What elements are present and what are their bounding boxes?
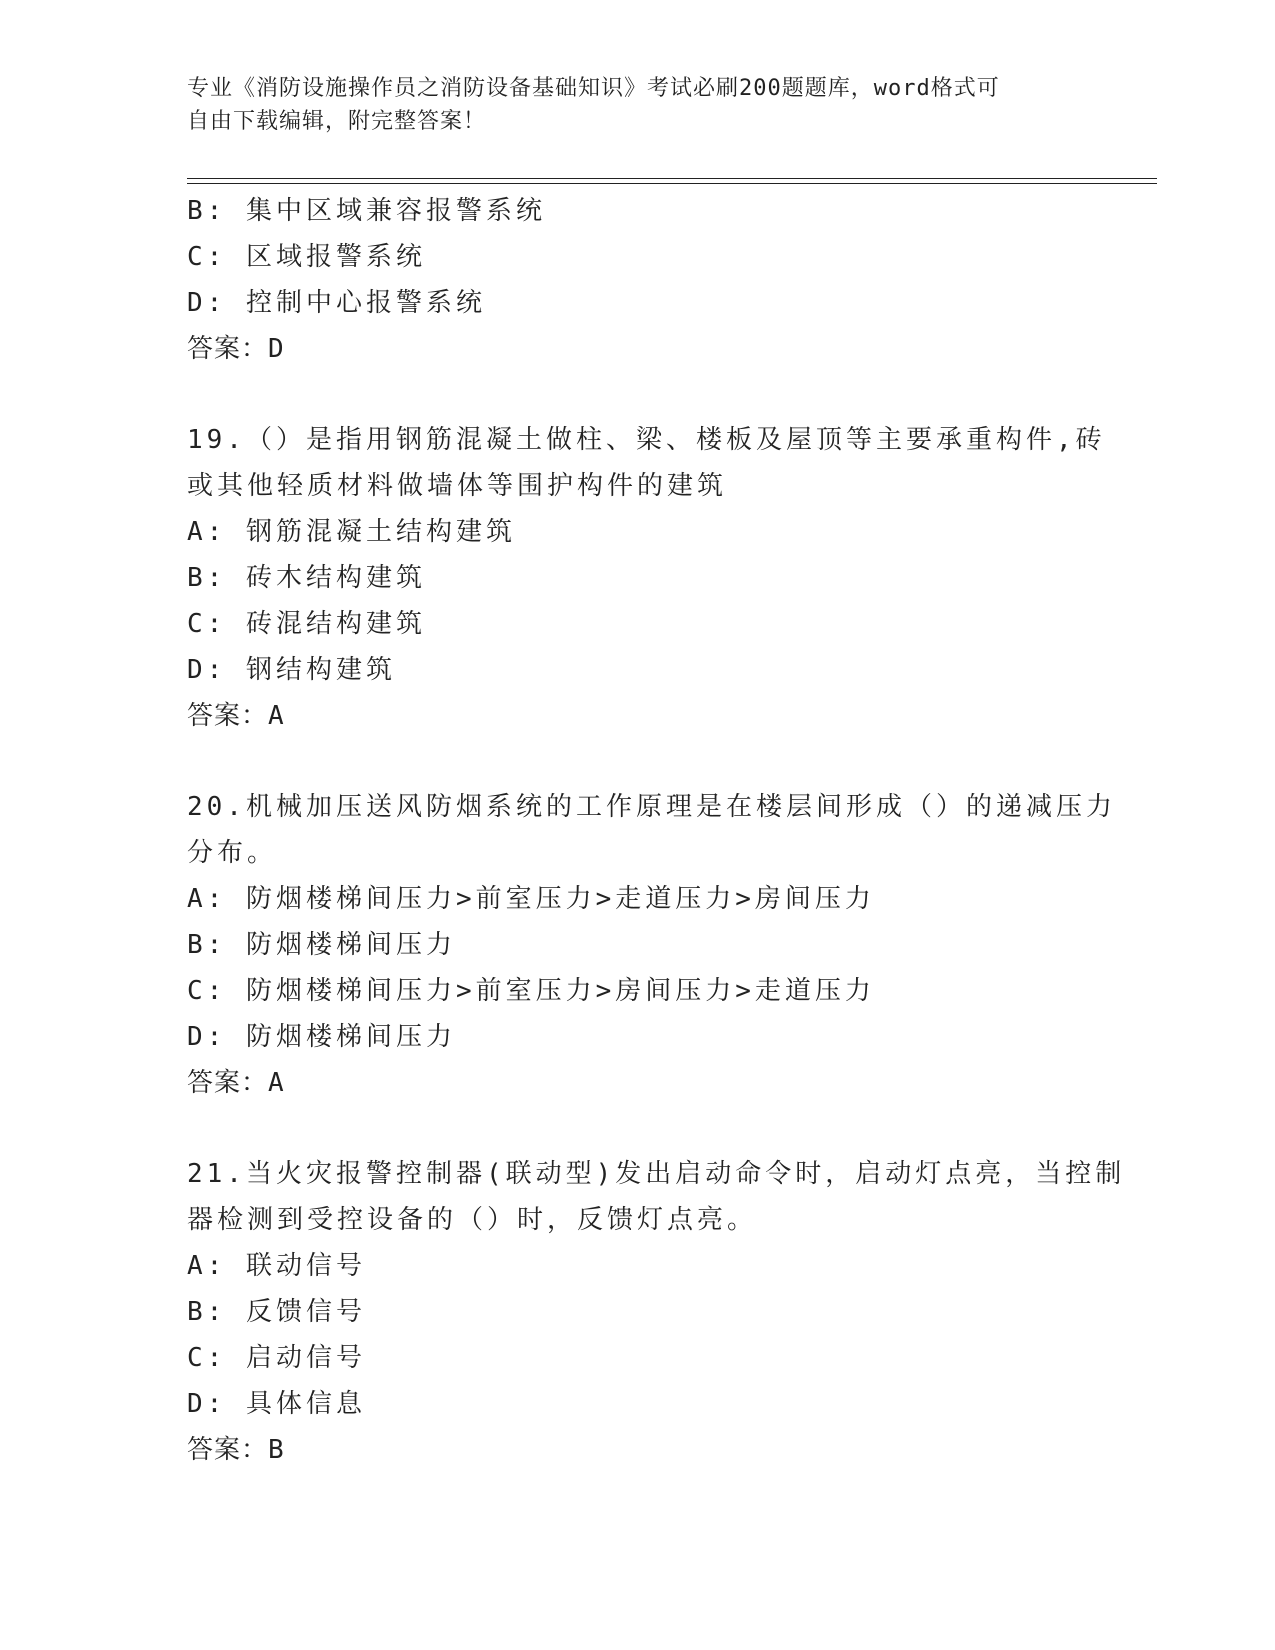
header-rule-bottom (187, 183, 1157, 184)
question-text-line-1: 21.当火灾报警控制器(联动型)发出启动命令时，启动灯点亮，当控制 (187, 1159, 1126, 1189)
option-c: C: 启动信号 (187, 1343, 366, 1373)
option-d: D: 控制中心报警系统 (187, 288, 486, 318)
option-d: D: 防烟楼梯间压力 (187, 1022, 456, 1052)
question-21 (187, 1151, 1126, 1473)
option-a: A: 钢筋混凝土结构建筑 (187, 517, 516, 547)
header-line-1: 专业《消防设施操作员之消防设备基础知识》考试必刷200题题库，word格式可 (187, 76, 1000, 101)
option-c: C: 砖混结构建筑 (187, 609, 426, 639)
question-text-line-1: 19.（）是指用钢筋混凝土做柱、梁、楼板及屋顶等主要承重构件,砖 (187, 425, 1106, 455)
option-d: D: 钢结构建筑 (187, 655, 396, 685)
header-line-2: 自由下载编辑，附完整答案！ (187, 109, 487, 134)
option-b: B: 防烟楼梯间压力 (187, 930, 456, 960)
question-text-line-1: 20.机械加压送风防烟系统的工作原理是在楼层间形成（）的递减压力 (187, 792, 1116, 822)
question-19 (187, 417, 1106, 739)
option-b: B: 砖木结构建筑 (187, 563, 426, 593)
document-header (187, 72, 1087, 138)
answer: 答案：D (187, 334, 285, 364)
answer: 答案：A (187, 701, 285, 731)
question-text-line-2: 分布。 (187, 838, 278, 868)
answer: 答案：A (187, 1068, 285, 1098)
option-a: A: 联动信号 (187, 1251, 366, 1281)
answer: 答案：B (187, 1435, 285, 1465)
option-d: D: 具体信息 (187, 1389, 366, 1419)
option-b: B: 集中区域兼容报警系统 (187, 196, 546, 226)
option-b: B: 反馈信号 (187, 1297, 366, 1327)
option-c: C: 区域报警系统 (187, 242, 426, 272)
question-text-line-2: 器检测到受控设备的（）时，反馈灯点亮。 (187, 1205, 758, 1235)
question-18-tail (187, 188, 1087, 372)
header-rule-top (187, 178, 1157, 179)
option-c: C: 防烟楼梯间压力>前室压力>房间压力>走道压力 (187, 976, 875, 1006)
option-a: A: 防烟楼梯间压力>前室压力>走道压力>房间压力 (187, 884, 875, 914)
question-text-line-2: 或其他轻质材料做墙体等围护构件的建筑 (187, 471, 728, 501)
document-body (187, 188, 1126, 1473)
question-20 (187, 784, 1116, 1106)
